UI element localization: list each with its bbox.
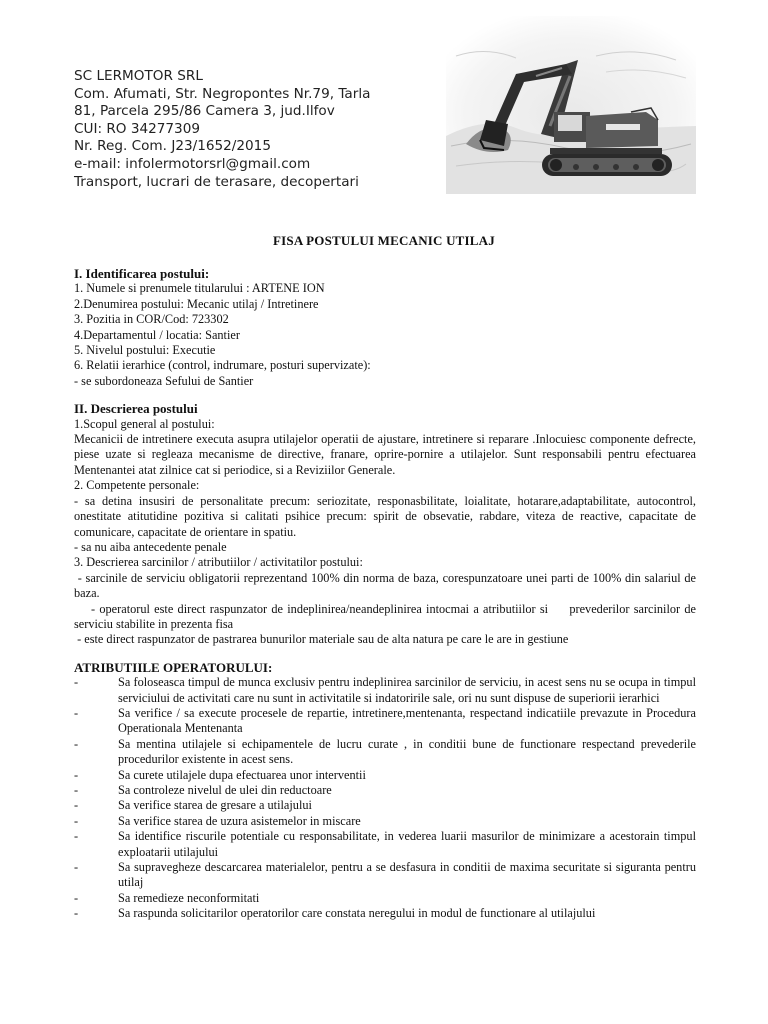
company-address-line1: Com. Afumati, Str. Negropontes Nr.79, Tarla (74, 85, 371, 102)
duty-item (74, 798, 696, 813)
duty-text: Sa verifice starea de gresare a utilajului (118, 798, 312, 813)
section-identification-heading: I. Identificarea postului: (74, 266, 210, 281)
duty-item (74, 906, 696, 921)
duty-dash: - (74, 783, 79, 797)
duty-item (74, 675, 696, 706)
competences-label: 2. Competente personale: (74, 478, 200, 493)
duty-dash: - (74, 829, 79, 844)
duty-text: Sa identifice riscurile potentiale cu responsabilitate, in vederea luarii masurilor de minimizare a acestorain timpul exploatarii utilajului (118, 829, 696, 859)
duty-item (74, 814, 696, 829)
identification-line: 5. Nivelul postului: Executie (74, 343, 216, 358)
duty-dash: - (74, 705, 79, 720)
duty-text: Sa remedieze neconformitati (118, 890, 260, 905)
section-description-heading: II. Descrierea postului (74, 401, 198, 417)
identification-line: 3. Pozitia in COR/Cod: 723302 (74, 312, 229, 327)
company-cui: CUI: RO 34277309 (74, 120, 201, 137)
duty-text: Sa curete utilajele dupa efectuarea unor interventii (118, 767, 366, 782)
duty-item (74, 768, 696, 783)
excavator-illustration (446, 16, 696, 194)
criminal-record-requirement: - sa nu aiba antecedente penale (74, 539, 227, 554)
duty-dash: - (74, 798, 79, 813)
duty-dash: - (74, 675, 79, 690)
identification-line: - se subordoneaza Sefului de Santier (74, 373, 254, 388)
duty-text: Sa foloseasca timpul de munca exclusiv pentru indeplinirea sarcinilor de serviciu, in acest sens nu se ocupa in timpul serviciului de activitati care nu sunt in activitatile si indatoririle sale, ori nu sunt dispuse de superiorii ierarhici (118, 675, 696, 705)
document-body (74, 266, 700, 922)
duty-item (74, 737, 696, 768)
document-title: FISA POSTULUI MECANIC UTILAJ (273, 233, 495, 248)
task-item: - este direct raspunzator de pastrarea bunurilor materiale sau de alta natura pe care le are in gestiune (74, 632, 569, 647)
company-activity: Transport, lucrari de terasare, decopertari (74, 173, 359, 190)
duty-text: Sa verifice / sa execute procesele de repartie, intretinere,mentenanta, respectand indicatiile prevazute in Procedura Operationala Mentenanta (118, 705, 696, 736)
identification-line: 2.Denumirea postului: Mecanic utilaj / Intretinere (74, 296, 319, 311)
duty-item (74, 891, 696, 906)
task-item: - sarcinile de serviciu obligatorii reprezentand 100% din norma de baza, corespunzatoare unei parti de 100% din salariul de baza. (74, 570, 700, 601)
company-registration: Nr. Reg. Com. J23/1652/2015 (74, 138, 271, 155)
identification-line: 1. Numele si prenumele titularului : ARTENE ION (74, 281, 325, 296)
tasks-label: 3. Descrierea sarcinilor / atributiilor / activitatilor postului: (74, 555, 363, 570)
duty-dash: - (74, 767, 79, 782)
company-header (74, 68, 454, 191)
duty-dash: - (74, 736, 79, 751)
duty-text: Sa verifice starea de uzura asistemelor in miscare (118, 813, 361, 828)
company-address-line2: 81, Parcela 295/86 Camera 3, jud.Ilfov (74, 103, 335, 120)
company-name: SC LERMOTOR SRL (74, 68, 203, 84)
duty-item (74, 860, 696, 891)
duty-text: Sa raspunda solicitarilor operatorilor care constata neregului in modul de functionare al utilajului (118, 906, 596, 921)
duty-text: Sa controleze nivelul de ulei din reductoare (118, 783, 332, 797)
duty-item (74, 783, 696, 798)
duty-dash: - (74, 813, 79, 828)
identification-line: 4.Departamentul / locatia: Santier (74, 327, 240, 342)
identification-line: 6. Relatii ierarhice (control, indrumare, posturi supervizate): (74, 358, 371, 373)
duty-dash: - (74, 890, 79, 905)
task-item: - operatorul este direct raspunzator de indeplinirea/neandeplinirea intocmai a atributiilor si prevederilor sarcinilor de serviciu stabilite in prezenta fisa (74, 601, 700, 631)
duty-dash: - (74, 906, 79, 921)
duty-dash: - (74, 860, 79, 875)
duty-text: Sa supravegheze descarcarea materialelor, pentru a se desfasura in conditii de maxima securitate si siguranta pentru utilaj (118, 860, 696, 890)
duty-text: Sa mentina utilajele si echipamentele de lucru curate , in conditii bune de functionare respectand prevederile procedurilor existente in acest sens. (118, 736, 696, 767)
duty-item (74, 829, 696, 860)
duty-item (74, 706, 696, 737)
competences-text: - sa detina insusiri de personalitate precum: seriozitate, responasbilitate, loialitate, hotarare,adaptabilitate, autocontrol, onestitate atitutidine pozitiva si calitati psihice precum: spirit de obsevatie, rabdare, viteza de reactive, capacitate de comunicare, capacitate de orientare in spatiu. (74, 493, 696, 539)
company-email: e-mail: infolermotorsrl@gmail.com (74, 155, 311, 172)
scope-text: Mecanicii de intretinere executa asupra utilajelor operatii de ajustare, intretinere si reparare .Inlocuiesc componente defrecte, piese uzate si regleaza mecanisme de directive, franare, oprire-pornire a utilajelor. Sunt responsabili pentru efectuarea Mentenantei atat zilnice cat si periodice, si a Reviziilor Generale. (74, 432, 696, 477)
scope-label: 1.Scopul general al postului: (74, 416, 215, 431)
duties-heading: ATRIBUTIILE OPERATORULUI: (74, 659, 273, 675)
